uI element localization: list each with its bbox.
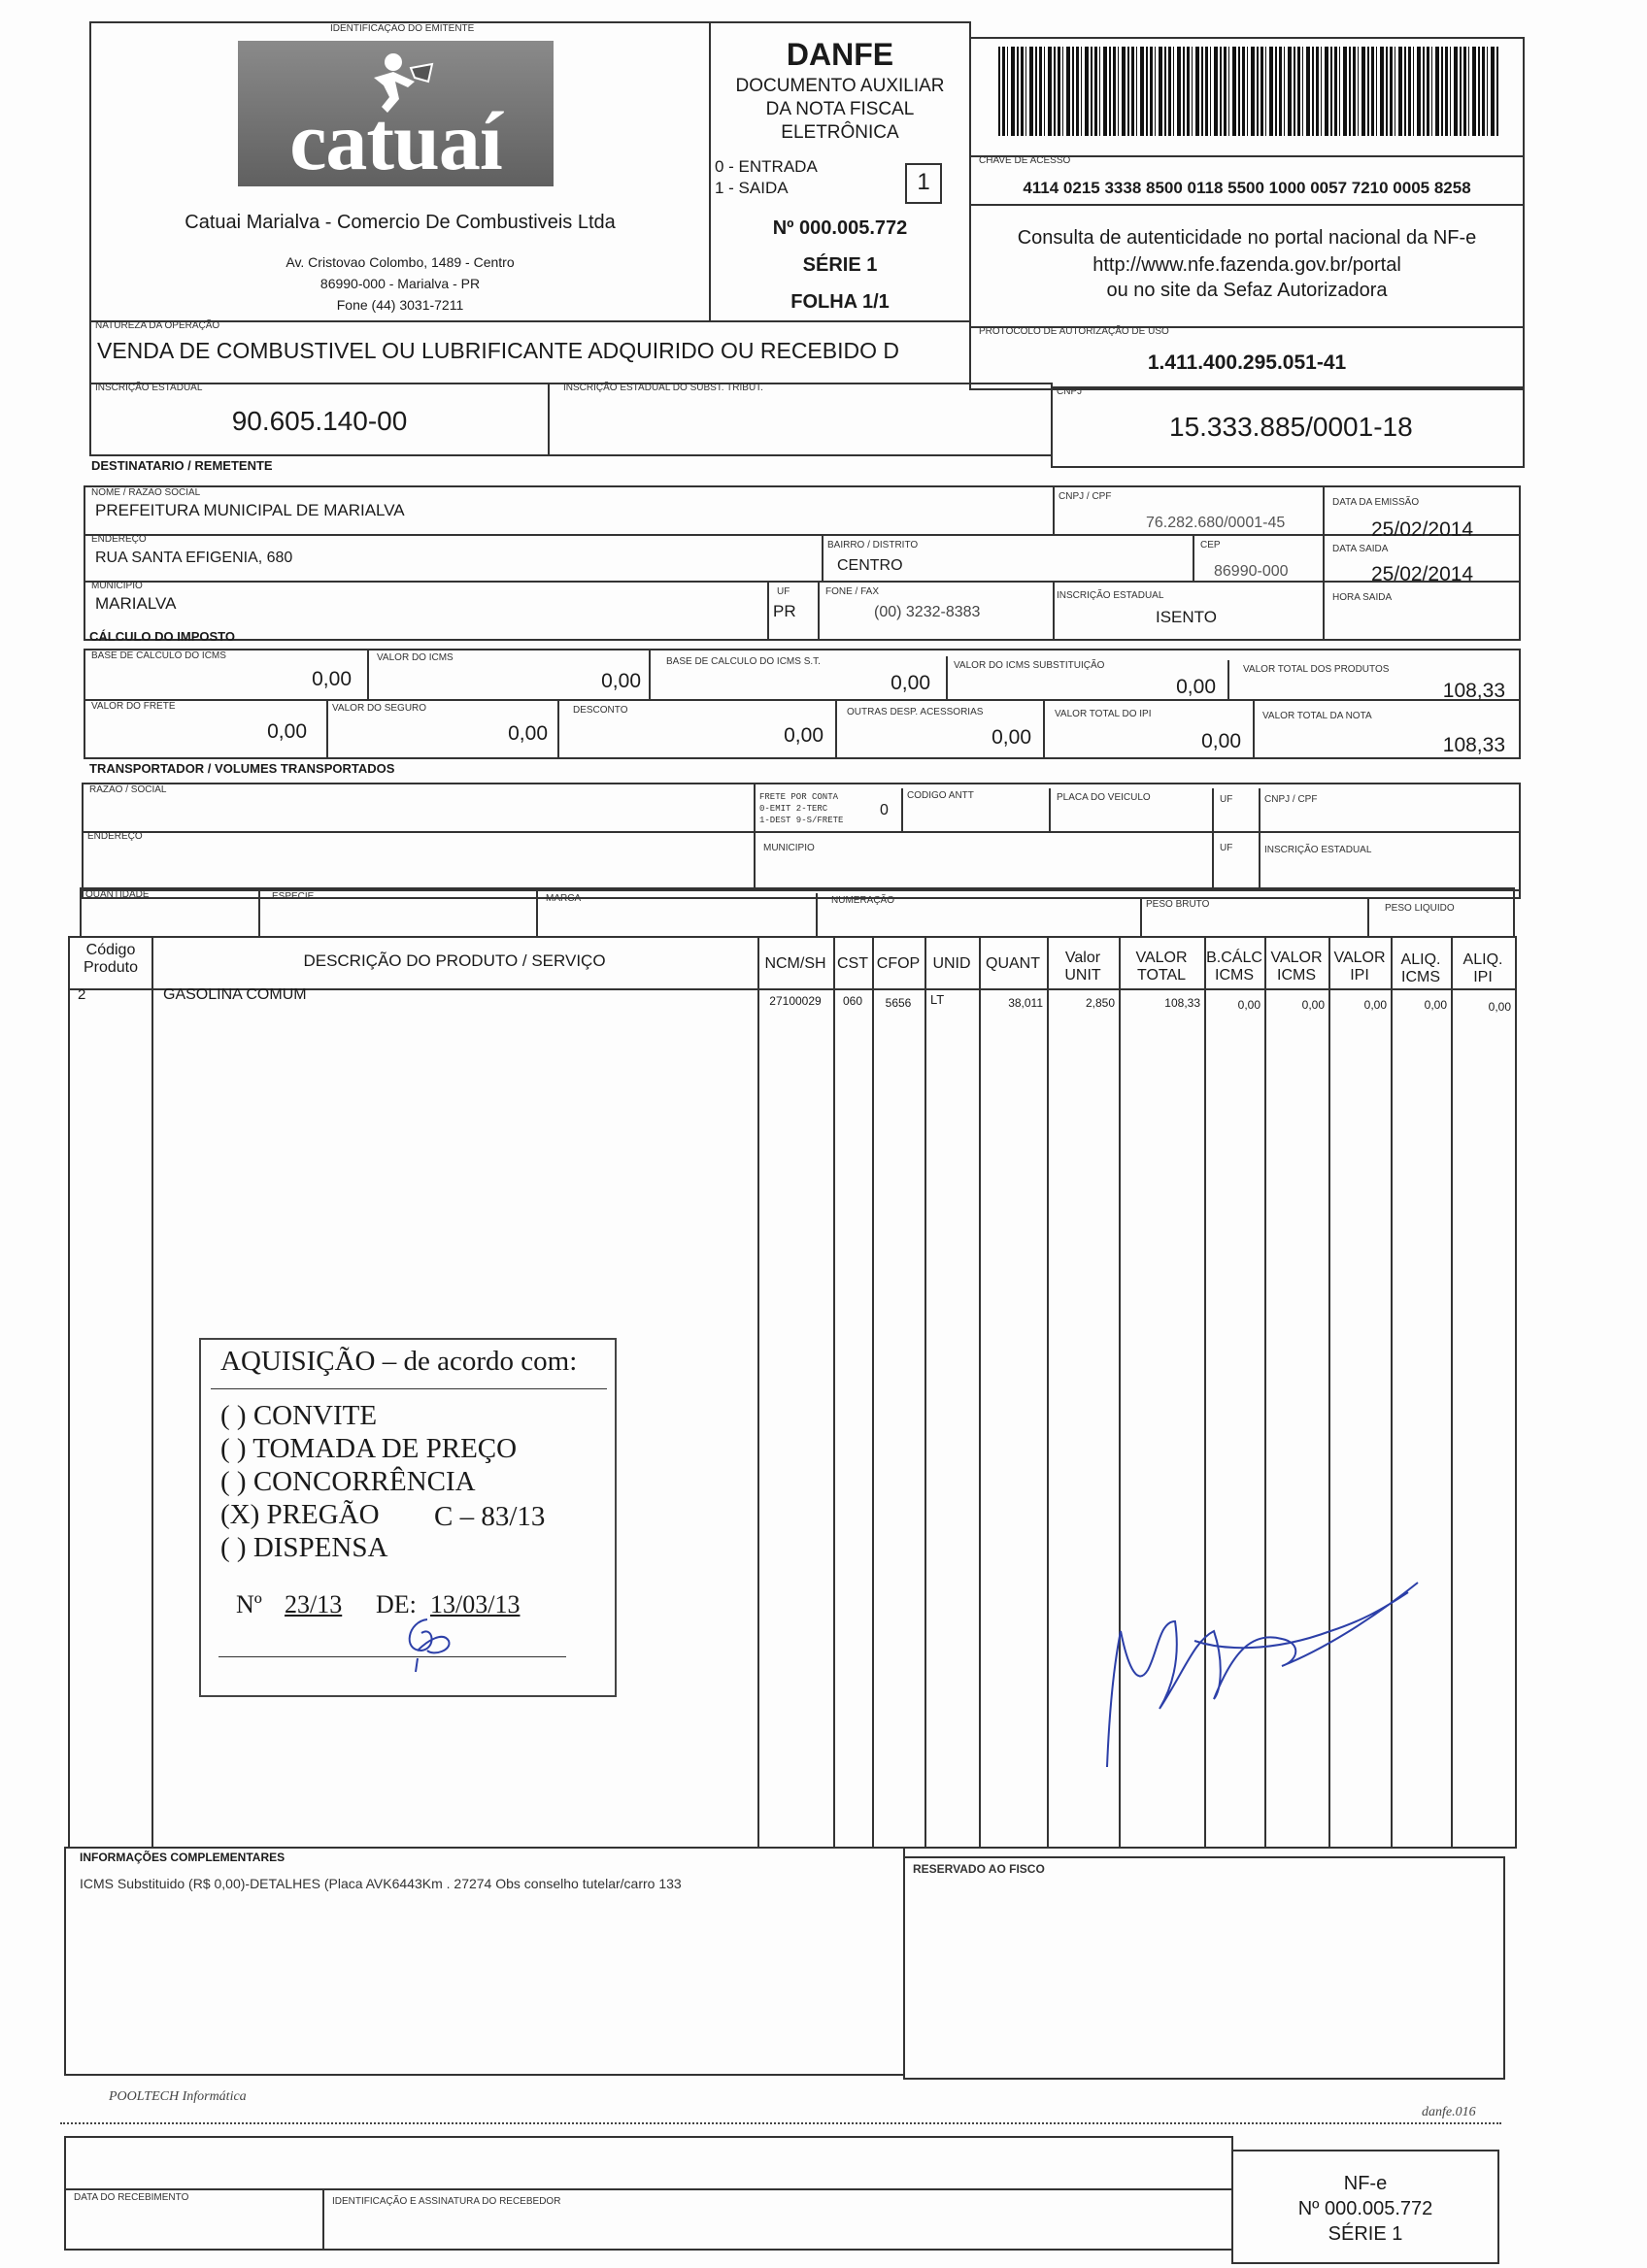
valor-st: 0,00: [1176, 676, 1216, 698]
vol-numeracao-label: NUMERAÇÃO: [831, 895, 895, 906]
imp-vline-8: [1043, 699, 1045, 759]
tr-uf-label: UF: [1220, 794, 1233, 805]
seguro-label: VALOR DO SEGURO: [332, 703, 427, 714]
destinatario-section: DESTINATARIO / REMETENTE: [91, 458, 273, 473]
col-line-13: [1451, 938, 1453, 1849]
th-codigo-1: Código: [85, 942, 136, 958]
dest-saida: 25/02/2014: [1371, 563, 1474, 585]
dest-cnpj: 76.282.680/0001-45: [1146, 515, 1286, 531]
td-descricao: GASOLINA COMUM: [163, 986, 307, 1003]
danfe-numero: Nº 000.005.772: [772, 217, 908, 239]
dest-vline-1: [1053, 485, 1055, 534]
valor-st-label: VALOR DO ICMS SUBSTITUIÇÃO: [954, 660, 1105, 671]
total-nota: 108,33: [1442, 734, 1505, 756]
stamp-numero: 23/13: [285, 1590, 343, 1618]
ie-st-box: [548, 383, 1053, 456]
software-credit: POOLTECH Informática: [109, 2089, 247, 2104]
emitente-cep: 86990-000 - Marialva - PR: [319, 276, 481, 291]
th-aicms-2: ICMS: [1401, 969, 1440, 985]
ie-st-label: INSCRIÇÃO ESTADUAL DO SUBST. TRIBUT.: [563, 383, 763, 393]
tr-frete-conta-value: 0: [880, 802, 889, 818]
tr-vline-2: [901, 788, 903, 831]
stub-numero: Nº 000.005.772: [1297, 2198, 1433, 2219]
stamp-data: 13/03/13: [430, 1590, 521, 1618]
th-codigo-2: Produto: [83, 959, 139, 976]
stamp-opt-concorrencia: ( ) CONCORRÊNCIA: [220, 1466, 476, 1497]
tr-endereco-label: ENDEREÇO: [87, 831, 143, 842]
stamp-opt-tomada: ( ) TOMADA DE PREÇO: [220, 1433, 518, 1464]
dest-endereco-label: ENDEREÇO: [91, 534, 147, 545]
td-vipi: 0,00: [1363, 998, 1387, 1012]
recebimento-label: DATA DO RECEBIMENTO: [74, 2192, 189, 2203]
natureza-label: NATUREZA DA OPERAÇÃO: [95, 320, 220, 331]
dest-vline-7: [1053, 581, 1055, 641]
protocolo-value: 1.411.400.295.051-41: [1147, 351, 1347, 374]
col-line-6: [979, 938, 981, 1849]
logo-text: catuaí: [289, 94, 502, 187]
dest-fone: (00) 3232-8383: [874, 604, 981, 620]
imp-vline-3: [946, 656, 948, 699]
informacoes-section: INFORMAÇÕES COMPLEMENTARES: [80, 1851, 286, 1864]
td-codigo: 2: [78, 986, 86, 1003]
ipi: 0,00: [1201, 730, 1241, 752]
base-icms-label: BASE DE CALCULO DO ICMS: [91, 650, 226, 661]
assinatura-label: IDENTIFICAÇÃO E ASSINATURA DO RECEBEDOR: [332, 2196, 561, 2207]
danfe-folha: FOLHA 1/1: [790, 291, 890, 313]
th-unid: UNID: [932, 955, 971, 972]
total-produtos: 108,33: [1442, 680, 1505, 702]
imp-vline-5: [326, 699, 328, 759]
dest-uf: PR: [773, 602, 796, 620]
dest-emissao: 25/02/2014: [1371, 518, 1474, 541]
imposto-section: CÁLCULO DO IMPOSTO: [89, 629, 235, 644]
tr-vline-4: [1212, 788, 1214, 889]
th-cfop: CFOP: [876, 955, 921, 972]
th-vipi-1: VALOR: [1333, 950, 1386, 966]
stamp-opt-convite: ( ) CONVITE: [220, 1400, 378, 1431]
emitente-name: Catuai Marialva - Comercio De Combustiveis Ltda: [185, 212, 616, 233]
cnpj-value: 15.333.885/0001-18: [1169, 412, 1413, 442]
stamp-title: AQUISIÇÃO – de acordo com:: [220, 1346, 578, 1377]
tr-municipio-label: MUNICIPIO: [763, 843, 815, 853]
dest-ie: ISENTO: [1156, 608, 1217, 626]
chave-label: CHAVE DE ACESSO: [979, 155, 1071, 166]
td-bicms: 0,00: [1237, 998, 1260, 1012]
dest-cep-label: CEP: [1200, 540, 1221, 550]
tr-razao-label: RAZÃO / SOCIAL: [89, 784, 167, 795]
tr-frete-conta-2: 0-EMIT 2-TERC: [759, 804, 828, 814]
danfe-subtitle-3: ELETRÔNICA: [781, 122, 899, 143]
vol-quantidade-label: QUANTIDADE: [85, 889, 150, 900]
th-quant: QUANT: [986, 955, 1040, 972]
tr-vline-3: [1049, 788, 1051, 831]
td-cfop: 5656: [885, 996, 912, 1010]
dest-emissao-label: DATA DA EMISSÃO: [1332, 497, 1420, 508]
ie-label: INSCRIÇÃO ESTADUAL: [95, 383, 203, 393]
vol-vline-2: [536, 887, 538, 938]
dest-vline-5: [767, 581, 769, 641]
frete-label: VALOR DO FRETE: [91, 701, 176, 712]
dest-fone-label: FONE / FAX: [825, 586, 880, 597]
tr-placa-label: PLACA DO VEICULO: [1057, 792, 1151, 803]
dest-hline-2: [84, 581, 1521, 583]
td-vunit: 2,850: [1085, 996, 1115, 1010]
tr-ie-label: INSCRIÇÃO ESTADUAL: [1264, 845, 1372, 855]
initials-signature: [388, 1612, 476, 1680]
dest-bairro: CENTRO: [837, 557, 903, 574]
consulta-line3: ou no site da Sefaz Autorizadora: [1106, 280, 1388, 301]
th-ncm: NCM/SH: [764, 955, 826, 972]
tr-frete-conta-3: 1-DEST 9-S/FRETE: [759, 816, 844, 825]
imp-vline-4: [1227, 660, 1229, 699]
valor-icms-label: VALOR DO ICMS: [377, 652, 454, 663]
danfe-subtitle-2: DA NOTA FISCAL: [765, 99, 915, 119]
tr-uf2-label: UF: [1220, 843, 1233, 853]
outras: 0,00: [992, 726, 1031, 749]
stamp-opt-pregao: (X) PREGÃO: [220, 1499, 380, 1530]
td-vicms: 0,00: [1301, 998, 1325, 1012]
vol-marca-label: MARCA: [546, 893, 582, 904]
col-line-1: [151, 936, 153, 1849]
ie-value: 90.605.140-00: [231, 406, 408, 436]
tr-cnpj-label: CNPJ / CPF: [1264, 794, 1318, 805]
company-logo: [238, 41, 554, 186]
dest-hora-label: HORA SAIDA: [1332, 592, 1393, 603]
danfe-serie: SÉRIE 1: [802, 254, 878, 276]
td-vtotal: 108,33: [1164, 996, 1200, 1010]
danfe-saida: 1 - SAIDA: [715, 179, 789, 197]
emitente-phone: Fone (44) 3031-7211: [336, 297, 464, 313]
tr-antt-label: CODIGO ANTT: [907, 790, 974, 801]
td-quant: 38,011: [1008, 996, 1043, 1010]
col-line-7: [1047, 938, 1049, 1849]
vol-vline-1: [258, 887, 260, 938]
td-unid: LT: [930, 992, 945, 1007]
dest-nome-label: NOME / RAZÃO SOCIAL: [91, 487, 201, 498]
stub-serie: SÉRIE 1: [1328, 2223, 1403, 2245]
vol-vline-3: [816, 893, 818, 938]
total-produtos-label: VALOR TOTAL DOS PRODUTOS: [1243, 664, 1390, 675]
consulta-line1: Consulta de autenticidade no portal nacional da NF-e: [1017, 227, 1477, 249]
dest-saida-label: DATA SAIDA: [1332, 544, 1389, 554]
th-aicms-1: ALIQ.: [1400, 951, 1441, 968]
vol-vline-4: [1140, 897, 1142, 938]
emitente-address: Av. Cristovao Colombo, 1489 - Centro: [286, 254, 515, 270]
danfe-title: DANFE: [786, 37, 894, 72]
signature: [1088, 1524, 1428, 1777]
stamp-title-line: [211, 1388, 607, 1389]
dest-municipio: MARIALVA: [95, 594, 177, 613]
seguro: 0,00: [508, 722, 548, 745]
dest-cep: 86990-000: [1214, 563, 1289, 580]
td-ncm: 27100029: [769, 994, 822, 1008]
dest-hline-1: [84, 534, 1521, 536]
dest-vline-6: [818, 581, 820, 641]
col-line-3: [833, 938, 835, 1849]
th-cst: CST: [837, 955, 868, 972]
danfe-tipo: 1: [917, 169, 930, 195]
ipi-label: VALOR TOTAL DO IPI: [1055, 709, 1152, 719]
col-line-2: [757, 938, 759, 1849]
barcode: [998, 47, 1498, 136]
th-vtotal-2: TOTAL: [1136, 967, 1187, 984]
frete: 0,00: [267, 720, 307, 743]
th-vtotal-1: VALOR: [1135, 950, 1188, 966]
informacoes-text: ICMS Substituido (R$ 0,00)-DETALHES (Placa AVK6443Km . 27274 Obs conselho tutelar/carro 133: [80, 1876, 682, 1891]
dest-vline-4: [1193, 534, 1194, 581]
danfe-subtitle-1: DOCUMENTO AUXILIAR: [735, 76, 945, 96]
dest-nome: PREFEITURA MUNICIPAL DE MARIALVA: [95, 501, 405, 519]
cut-line: [60, 2122, 1501, 2124]
stamp-opt-dispensa: ( ) DISPENSA: [220, 1532, 388, 1563]
th-vunit-2: UNIT: [1064, 967, 1101, 984]
tr-vline-5: [1259, 788, 1260, 889]
recebimento-box: [64, 2136, 1233, 2251]
dest-cnpj-label: CNPJ / CPF: [1059, 491, 1112, 502]
dest-uf-label: UF: [777, 586, 790, 597]
fisco-label: RESERVADO AO FISCO: [913, 1862, 1045, 1876]
col-line-4: [872, 938, 874, 1849]
stamp-de-label: DE:: [376, 1590, 417, 1618]
base-st-label: BASE DE CALCULO DO ICMS S.T.: [666, 656, 821, 667]
th-bicms-2: ICMS: [1215, 967, 1254, 984]
dest-bairro-label: BAIRRO / DISTRITO: [827, 540, 919, 550]
th-descricao: DESCRIÇÃO DO PRODUTO / SERVIÇO: [303, 951, 606, 970]
td-aipi: 0,00: [1488, 1000, 1511, 1014]
imp-vline-6: [557, 699, 559, 759]
th-vunit-1: Valor: [1064, 950, 1101, 966]
dest-municipio-label: MUNICIPIO: [91, 581, 143, 591]
th-vipi-2: IPI: [1350, 967, 1369, 984]
fisco-box: [903, 1856, 1505, 2080]
stub-nfe: NF-e: [1343, 2173, 1388, 2194]
col-line-5: [924, 938, 926, 1849]
natureza-value: VENDA DE COMBUSTIVEL OU LUBRIFICANTE ADQUIRIDO OU RECEBIDO D: [97, 338, 900, 363]
desconto: 0,00: [784, 724, 824, 747]
form-code: danfe.016: [1422, 2105, 1476, 2119]
transportador-section: TRANSPORTADOR / VOLUMES TRANSPORTADOS: [89, 761, 395, 776]
stamp-numero-label: Nº: [236, 1590, 262, 1618]
vol-vline-5: [1367, 899, 1369, 938]
base-st: 0,00: [891, 672, 930, 694]
consulta-line2[interactable]: http://www.nfe.fazenda.gov.br/portal: [1092, 254, 1401, 276]
total-nota-label: VALOR TOTAL DA NOTA: [1262, 711, 1372, 721]
tr-vline-1: [754, 783, 756, 889]
dest-vline-3: [822, 534, 824, 581]
dest-endereco: RUA SANTA EFIGENIA, 680: [95, 550, 293, 566]
td-aicms: 0,00: [1424, 998, 1447, 1012]
dest-ie-label: INSCRIÇÃO ESTADUAL: [1057, 590, 1164, 601]
receb-vline: [322, 2188, 324, 2251]
stamp-pregao-code: C – 83/13: [434, 1501, 546, 1532]
emitente-label: IDENTIFICAÇÃO DO EMITENTE: [330, 23, 475, 34]
protocolo-label: PROTOCOLO DE AUTORIZAÇÃO DE USO: [979, 326, 1169, 337]
th-vicms-2: ICMS: [1277, 967, 1316, 984]
base-icms: 0,00: [312, 668, 352, 690]
th-bicms-1: B.CÁLC: [1206, 950, 1262, 966]
td-cst: 060: [842, 994, 863, 1008]
danfe-entrada: 0 - ENTRADA: [715, 157, 818, 176]
vol-peso-liquido-label: PESO LIQUIDO: [1385, 903, 1455, 914]
chave-value: 4114 0215 3338 8500 0118 5500 1000 0057 7210 0005 8258: [1023, 179, 1471, 197]
vol-peso-bruto-label: PESO BRUTO: [1146, 899, 1210, 910]
dest-vline-2: [1323, 485, 1325, 641]
vol-especie-label: ESPECIE: [272, 891, 315, 902]
desconto-label: DESCONTO: [573, 705, 628, 716]
valor-icms: 0,00: [601, 670, 641, 692]
receb-hline: [64, 2188, 1233, 2190]
th-aipi-2: IPI: [1473, 969, 1493, 985]
th-aipi-1: ALIQ.: [1462, 951, 1503, 968]
th-vicms-1: VALOR: [1270, 950, 1323, 966]
outras-label: OUTRAS DESP. ACESSORIAS: [847, 707, 984, 717]
tr-frete-conta-1: FRETE POR CONTA: [759, 792, 839, 802]
tr-hline-1: [82, 831, 1521, 833]
cnpj-label: CNPJ: [1057, 386, 1083, 397]
imp-vline-7: [835, 699, 837, 759]
